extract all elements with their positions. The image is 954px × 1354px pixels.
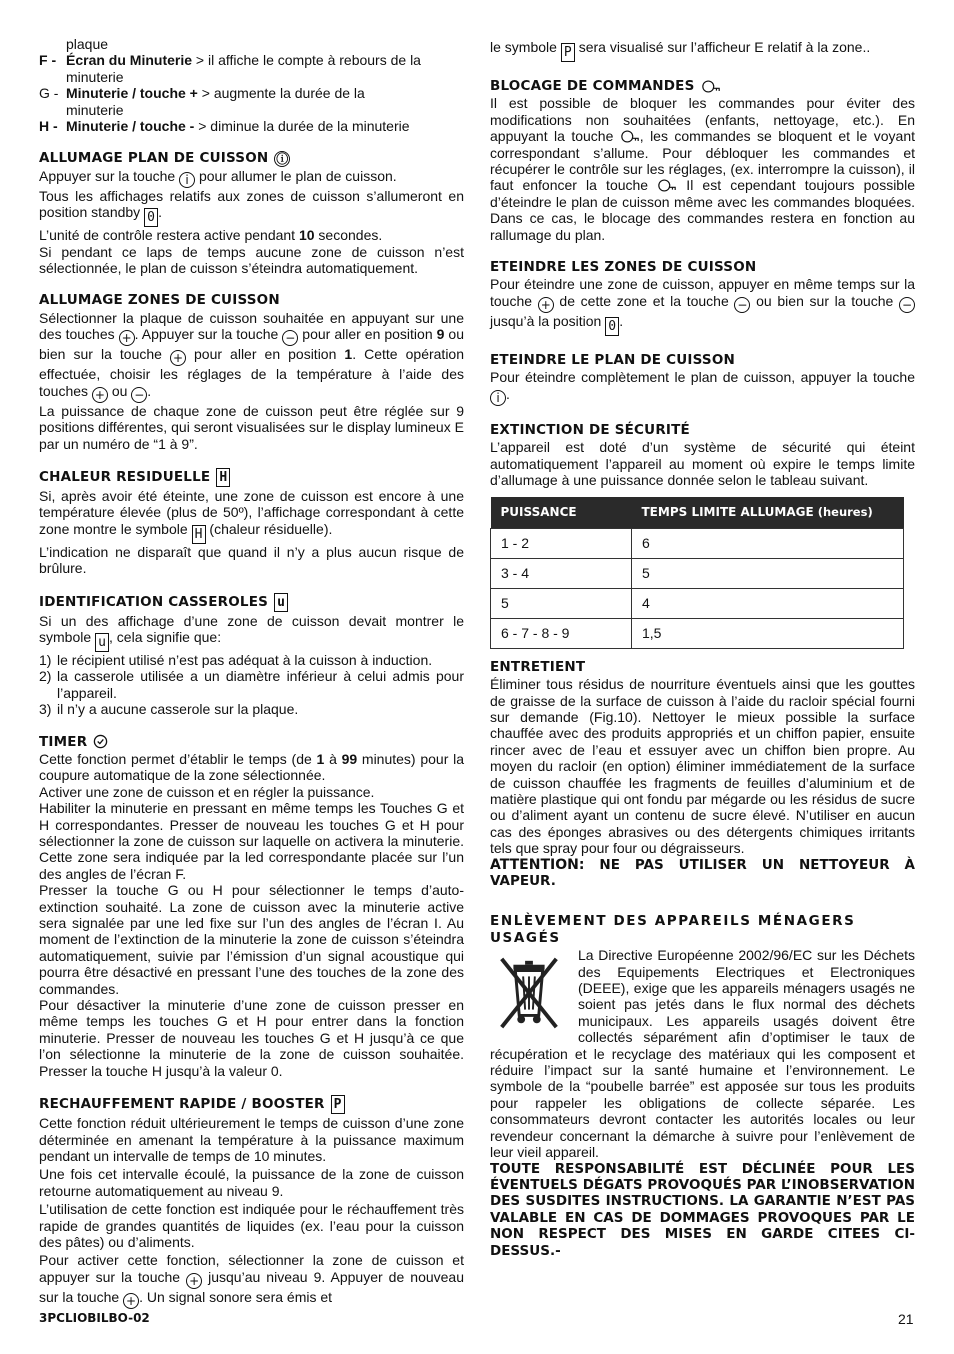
legend-item-h: H - Minuterie / touche - > diminue la durée de la minuterie — [39, 118, 410, 135]
section-heading-eteindre-plan: ETEINDRE LE PLAN DE CUISSON — [490, 351, 735, 368]
safety-time-table — [490, 497, 904, 648]
table-row: 5 4 — [491, 588, 904, 618]
booster-icon: P — [331, 1095, 345, 1114]
plus-icon: + — [538, 297, 554, 313]
standby-display-icon: 0 — [605, 317, 619, 336]
table-row: 1 - 2 6 — [491, 528, 904, 558]
key-lock-icon — [620, 129, 640, 144]
paragraph: Si pendant ce laps de temps aucune zone de cuisson n’est sélectionnée, le plan de cuisson s’éteindra automatiquement. — [39, 243, 464, 277]
minus-icon: − — [734, 297, 750, 313]
section-heading-timer: TIMER — [39, 734, 464, 750]
section-heading-identification: IDENTIFICATION CASSEROLES u — [39, 593, 464, 612]
paragraph: Si, après avoir été éteinte, une zone de cuisson est encore à une température élevée (plus de 50º), l’affichage correspondant à cette zone montre le symbole H (chaleur résiduelle). — [39, 487, 464, 542]
key-lock-icon — [657, 178, 677, 193]
key-lock-icon — [701, 79, 721, 94]
table-row: 3 - 4 5 — [491, 558, 904, 588]
section-heading-entretient: ENTRETIENT — [490, 658, 586, 675]
paragraph: Habiliter la minuterie en pressant en même temps les Touches G et H correspondantes. Presser de nouveau les touches G et H pour sélectionner la zone de cuisson sur laquelle on activera la minuterie. Cette zone sera indiquée par la led correspondante placée sur l’un des angles de l’écran F. — [39, 800, 464, 882]
section-heading-booster: RECHAUFFEMENT RAPIDE / BOOSTER P — [39, 1095, 464, 1114]
residual-heat-icon: H — [216, 468, 230, 487]
left-column: plaque F - Écran du Minuterie > il affiche le compte à rebours de la minuterie G - Minuterie / touche + > augmente la durée de la minuterie H - Minuterie / touche - > diminue la durée de la minuterie ALLUMAGE PLAN DE CUISSON ⓘ Appuyer sur la touche i pour allumer le plan de cuisson. Tous les affichages relatifs aux zones de cuisson s’allumeront en position standby 0 . L’unité de contrôle restera active pendant 10 secondes. Si pendant ce laps de temps aucune zone de cuisson n’est sélectionnée, le plan de cuisson s’éteindra automatiquement. ALLUMAGE ZONES DE CUISSON Sélectionner la plaque de cuisson souhaitée en appuyant sur une des touches + . Appuyer sur la touche − pour aller en position 9 ou bien sur la touche + pour aller en position 1. Cette opération effectuée, choisir les réglages de la température à l’aide des touches + ou − . La puissance de chaque zone de cuisson peut être réglée sur 9 positions différentes, qui seront visualisées sur le display lumineux E par un numéro de “1 à 9”. CHALEUR RESIDUELLE H Si, après avoir été éteinte, une zone de cuisson est encore à une température élevée (plus de 50º), l’affichage correspondant à cette zone montre le symbole H (chaleur résiduelle). L’indication ne disparaît que quand il n’y a plus aucun risque de brûlure. IDENTIFICATION CASSEROLES u Si un des affichage d’une zone de cuisson devait montrer le symbole u , cela signifie que: 1) le récipient utilisé n’est pas adéquat à la cuisson à induction. 2) la casserole utilisée a un diamètre inférieur à celui admis pour l’appareil. 3) il n’y a aucune casserole sur la plaque. TIMER Cette fonction permet d’établir le temps (de 1 à 99 minutes) pour la coupure automatique de la zone sélectionnée. Activer une zone de cuisson et en régler la puissance. Habiliter la minuterie en pressant en même temps les Touches G et H correspondantes. Presser de nouveau les touches G et H pour sélectionner la zone de cuisson sur laquelle on activera la minuterie. Cette zone sera indiquée par la led correspondante placée sur l’un des angles de l’écran F. Presser la touche G ou H pour sélectionner le temps d’auto-extinction souhaité. La zone de cuisson avec la minuterie active sera signalée par une led fixe sur l’un des angles de l’écran I. Au moment de l’extinction de la minuterie la zone de cuisson s’éteindra automatiquement, suivie par l’émission d’un signal acoustique qui pourra être désactivé en pressant l’une des touches de la zone des commandes. Pour désactiver la minuterie d’une zone de cuisson presser en même temps les touches G et H pour entrer dans la fonction minuterie. Presser de nouveau les touches G et H jusqu’à ce que l’on sélectionne la minuterie de la zone de cuisson souhaitée. Presser la touche H jusqu’à la valeur 0. RECHAUFFEMENT RAPIDE / BOOSTER P Cette fonction réduit ultérieurement le temps de cuisson d’une zone déterminée en amenant la température à la puissance maximum pendant un intervalle de temps de 10 minutes. Une fois cet intervalle écoulé, la puissance de la zone de cuisson retourne automatiquement au niveau 9. L’utilisation de cette fonction est indiquée pour le réchauffement très rapide de grandes quantités de liquides (ex. l’eau pour la cuisson des pâtes) ou d’aliments. Pour activer cette fonction, sélectionner la zone de cuisson et appuyer sur la touche + jusqu’au niveau 9. Appuyer de nouveau sur la touche + . Un signal sonore sera émis et — [39, 36, 465, 1308]
pan-detection-icon: u — [274, 593, 288, 612]
list-item: 1) le récipient utilisé n’est pas adéquat à la cuisson à induction. — [39, 651, 433, 668]
paragraph: le symbole P sera visualisé sur l’afficheur E relatif à la zone.. — [490, 39, 871, 60]
minus-icon: − — [282, 330, 298, 346]
section-heading-eteindre-zones: ETEINDRE LES ZONES DE CUISSON — [490, 259, 757, 276]
minus-icon: − — [899, 297, 915, 313]
paragraph: Appuyer sur la touche i pour allumer le plan de cuisson. — [39, 167, 397, 187]
residual-heat-icon: H — [192, 525, 206, 544]
power-icon: ⓘ — [276, 151, 289, 166]
plus-icon: + — [123, 1293, 139, 1309]
paragraph: Pour éteindre complètement le plan de cuisson, appuyer la touche i . — [490, 369, 915, 405]
pan-detection-icon: u — [95, 633, 109, 652]
list-item: 2) la casserole utilisée a un diamètre inférieur à celui admis pour l’appareil. — [39, 668, 464, 701]
paragraph: Si un des affichage d’une zone de cuisson devait montrer le symbole u , cela signifie que: — [39, 612, 464, 650]
document-code: 3PCLIOBILBO-02 — [39, 1311, 150, 1325]
booster-icon: P — [561, 43, 575, 62]
paragraph: La Directive Européenne 2002/96/EC sur les Déchets des Equipements Electriques et Electroniques (DEEE), exige que les appareils ménagers usagés ne soient pas jetés dans le flux normal des déchets municipaux. Les appareils usagés doivent être collectés séparément afin d’optimiser le taux de récupération et le recyclage des matériaux qui les composent et réduire l’impact sur la santé humaine et l’environnement. Le symbole de la “poubelle barrée” est apposée sur tous les produits pour rappeler les obligations de collecte séparée. Les consommateurs devront contacter les autorités locales ou leur revendeur concernant la démarche à suivre pour l’enlèvement de leur vieil appareil. — [490, 947, 915, 1161]
crossed-bin-icon — [490, 951, 568, 1035]
paragraph: Tous les affichages relatifs aux zones de cuisson s’allumeront en position standby 0 . — [39, 187, 464, 226]
minus-icon: − — [131, 387, 147, 403]
right-column — [490, 36, 915, 1259]
paragraph: Activer une zone de cuisson et en régler la puissance. — [39, 783, 375, 800]
section-heading-allumage-plan: ALLUMAGE PLAN DE CUISSON ⓘ — [39, 150, 289, 167]
plus-icon: + — [170, 350, 186, 366]
section-heading-chaleur: CHALEUR RESIDUELLE H — [39, 468, 464, 487]
intro-continuation: plaque — [66, 36, 109, 52]
table-row: 6 - 7 - 8 - 9 1,5 — [491, 618, 904, 648]
clock-icon — [93, 734, 108, 749]
paragraph: L’appareil est doté d’un système de sécurité qui éteint automatiquement l’appareil au moment où expire le temps limite d’allumage à une puissance donnée selon le tableau suivant. — [490, 439, 915, 488]
paragraph: L’utilisation de cette fonction est indiquée pour le réchauffement très rapide de grandes quantités de liquides (ex. l’eau pour la cuisson des pâtes) ou d’aliments. — [39, 1201, 464, 1250]
paragraph: Presser la touche G ou H pour sélectionner le temps d’auto-extinction souhaité. La zone de cuisson avec la minuterie active sera signalée par une led fixe sur l’un des angles de l’écran I. Au moment de l’extinction de la minuterie la zone de cuisson s’éteindra automatiquement, suivie par l’émission d’un signal acoustique qui pourra être désactivé en pressant l’une des touches de la zone des commandes. — [39, 882, 464, 997]
paragraph: Cette fonction réduit ultérieurement le temps de cuisson d’une zone déterminée en amenant la température à la puissance maximum pendant un intervalle de temps de 10 minutes. — [39, 1115, 464, 1164]
paragraph: Cette fonction permet d’établir le temps (de 1 à 99 minutes) pour la coupure automatique de la zone sélectionnée. — [39, 750, 464, 784]
paragraph: L’unité de contrôle restera active pendant 10 secondes. — [39, 227, 383, 244]
paragraph: Pour éteindre une zone de cuisson, appuyer en même temps sur la touche + de cette zone et la touche − ou bien sur la touche − jusqu’à la position 0 . — [490, 276, 915, 334]
table-header: TEMPS LIMITE ALLUMAGE (heures) — [632, 497, 904, 528]
warning: ATTENTION: NE PAS UTILISER UN NETTOYEUR À VAPEUR. — [490, 856, 915, 889]
paragraph: L’indication ne disparaît que quand il n’y a plus aucun risque de brûlure. — [39, 543, 464, 577]
power-icon: i — [490, 390, 506, 406]
plus-icon: + — [186, 1273, 202, 1289]
section-heading-allumage-zones: ALLUMAGE ZONES DE CUISSON — [39, 292, 280, 309]
disclaimer: TOUTE RESPONSABILITÉ EST DÉCLINÉE POUR LES ÉVENTUELS DÉGATS PROVOQUÉS PAR L’INOBSERVATION DES SUSDITES INSTRUCTIONS. LA GARANTIE N’EST PAS VALABLE EN CAS DE DOMMAGES PROVOQUES PAR LE NON RESPECT DES MISES EN GARDE CITEES CI-DESSUS.- — [490, 1160, 915, 1259]
plus-icon: + — [119, 330, 135, 346]
paragraph: Sélectionner la plaque de cuisson souhaitée en appuyant sur une des touches + . Appuyer sur la touche − pour aller en position 9 ou bien sur la touche + pour aller en position 1. Cette opération effectuée, choisir les réglages de la température à l’aide des touches + ou − . — [39, 309, 465, 402]
standby-display-icon: 0 — [144, 208, 158, 227]
legend-item-f: F - Écran du Minuterie > il affiche le compte à rebours de la — [39, 52, 421, 69]
section-heading-blocage: BLOCAGE DE COMMANDES — [490, 78, 915, 94]
table-header: PUISSANCE — [491, 497, 632, 528]
list-item: 3) il n’y a aucune casserole sur la plaque. — [39, 701, 299, 718]
paragraph: Pour désactiver la minuterie d’une zone de cuisson presser en même temps les touches G et H pour entrer dans la fonction minuterie. Presser de nouveau les touches G et H jusqu’à ce que l’on sélectionne la minuterie de la zone de cuisson souhaitée. Presser la touche H jusqu’à la valeur 0. — [39, 997, 464, 1079]
plus-icon: + — [92, 387, 108, 403]
weee-block — [490, 947, 915, 1160]
page-number: 21 — [898, 1311, 914, 1327]
paragraph: Pour activer cette fonction, sélectionner la zone de cuisson et appuyer sur la touche + jusqu’au niveau 9. Appuyer de nouveau sur la touche + . Un signal sonore sera émis et — [39, 1252, 464, 1308]
power-icon: i — [179, 172, 195, 188]
paragraph: Il est possible de bloquer les commandes pour éviter des modifications non souhaitées (enfants, nettoyage, etc.). En appuyant la touche , les commandes se bloquent et le voyant correspondant s’allume. Pour débloquer les commandes et récupérer le contrôle sur les réglages, (ex. interrompre la cuisson), il faut enfoncer la touche Il est cependant toujours possible d’éteindre le plan de cuisson même avec les commandes bloquées. Dans ce cas, le blocage des commandes restera en fonction au rallumage du plan. — [490, 95, 915, 243]
section-heading-extinction: EXTINCTION DE SÉCURITÉ — [490, 421, 690, 438]
paragraph: Éliminer tous résidus de nourriture éventuels ainsi que les gouttes de graisse de la surface de cuisson à l’aide du racloir spécial fourni sur demande (Fig.10). Nettoyer le mieux possible la surface chauffée avec des produits appropriés et un chiffon papier, ensuite rincer avec de l’eau et essuyer avec un chiffon bien propre. Au moyen du racloir (en option) éliminer immédiatement de la surface de cuisson chauffée les fragments de feuilles d’aluminium et de matière plastique qui ont fondu par mégarde ou les résidus de sucre ou d’aliment ayant un contenu de sucre élevé. N’utiliser en aucun cas des éponges abrasives ou des détergents chimiques irritants tels que spray pour four ou dégraisseurs. — [490, 676, 915, 857]
legend-item-g: G - Minuterie / touche + > augmente la durée de la — [39, 85, 365, 102]
paragraph: Une fois cet intervalle écoulé, la puissance de la zone de cuisson retourne automatiquement au niveau 9. — [39, 1166, 464, 1199]
paragraph: La puissance de chaque zone de cuisson peut être réglée sur 9 positions différentes, qui seront visualisées sur le display lumineux E par un numéro de “1 à 9”. — [39, 402, 464, 452]
section-heading-enlevement: ENLÈVEMENT DES APPAREILS MÉNAGERS USAGÉS — [490, 913, 856, 946]
